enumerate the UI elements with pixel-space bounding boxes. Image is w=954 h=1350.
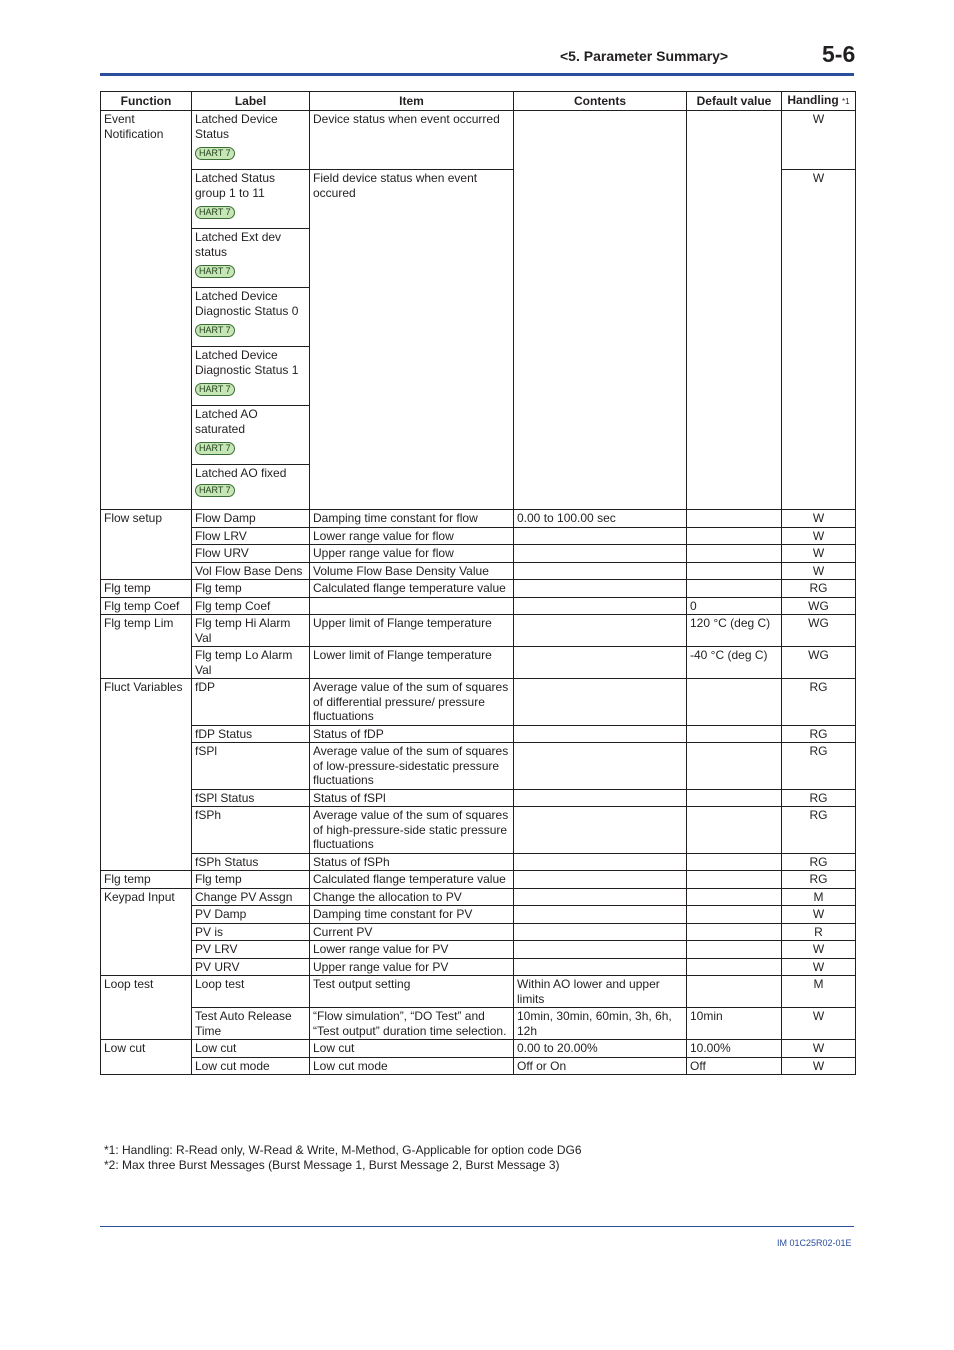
function-cell: Flg temp Coef xyxy=(101,597,192,615)
footnotes xyxy=(104,1143,582,1172)
table-row xyxy=(101,1040,856,1058)
handling-cell: W xyxy=(782,958,856,976)
table-row xyxy=(101,958,856,976)
default-cell: 0 xyxy=(687,597,782,615)
default-cell xyxy=(687,789,782,807)
column-header-handling xyxy=(782,92,856,111)
contents-cell xyxy=(514,853,687,871)
label-cell: PV is xyxy=(192,923,310,941)
default-cell xyxy=(687,941,782,959)
table-row xyxy=(101,725,856,743)
default-cell xyxy=(687,725,782,743)
item-cell: Lower limit of Flange temperature xyxy=(310,647,514,679)
handling-cell: M xyxy=(782,888,856,906)
parameter-table xyxy=(100,91,856,1075)
table-row xyxy=(101,510,856,528)
function-cell: Low cut xyxy=(101,1040,192,1075)
label-cell: fSPh Status xyxy=(192,853,310,871)
default-cell xyxy=(687,527,782,545)
table-row xyxy=(101,871,856,889)
contents-cell: Within AO lower and upper limits xyxy=(514,976,687,1008)
label-cell: fSPl xyxy=(192,743,310,790)
table-row xyxy=(101,807,856,854)
label-cell: Flow LRV xyxy=(192,527,310,545)
default-cell xyxy=(687,111,782,510)
hart7-badge: HART 7 xyxy=(195,324,235,337)
item-cell: Status of fSPh xyxy=(310,853,514,871)
contents-cell xyxy=(514,789,687,807)
default-cell: 10min xyxy=(687,1008,782,1040)
contents-cell xyxy=(514,580,687,598)
default-cell: 10.00% xyxy=(687,1040,782,1058)
contents-cell xyxy=(514,111,687,510)
handling-cell: WG xyxy=(782,597,856,615)
handling-cell: M xyxy=(782,976,856,1008)
table-row xyxy=(101,615,856,647)
label-cell: Flg temp Hi Alarm Val xyxy=(192,615,310,647)
handling-cell: W xyxy=(782,510,856,528)
table-header-row xyxy=(101,92,856,111)
handling-cell: W xyxy=(782,170,856,510)
item-cell: Test output setting xyxy=(310,976,514,1008)
handling-cell: RG xyxy=(782,807,856,854)
column-header-item: Item xyxy=(310,92,514,111)
table-row xyxy=(101,527,856,545)
item-cell: Upper range value for flow xyxy=(310,545,514,563)
handling-cell: W xyxy=(782,1040,856,1058)
label-cell: Loop test xyxy=(192,976,310,1008)
label-cell: Flg temp Lo Alarm Val xyxy=(192,647,310,679)
function-cell: Flg temp xyxy=(101,871,192,889)
label-text: Latched AO saturated xyxy=(195,407,258,436)
contents-cell xyxy=(514,725,687,743)
default-cell xyxy=(687,580,782,598)
item-cell: Damping time constant for PV xyxy=(310,906,514,924)
table-row xyxy=(101,789,856,807)
contents-cell: 10min, 30min, 60min, 3h, 6h, 12h xyxy=(514,1008,687,1040)
item-cell: Device status when event occurred xyxy=(310,111,514,170)
handling-cell: R xyxy=(782,923,856,941)
item-cell: Lower range value for flow xyxy=(310,527,514,545)
default-cell xyxy=(687,976,782,1008)
handling-cell: RG xyxy=(782,725,856,743)
contents-cell xyxy=(514,597,687,615)
handling-cell: RG xyxy=(782,853,856,871)
hart7-badge: HART 7 xyxy=(195,484,235,497)
contents-cell xyxy=(514,545,687,563)
handling-cell: RG xyxy=(782,580,856,598)
handling-cell: W xyxy=(782,527,856,545)
label-cell xyxy=(192,170,310,229)
hart7-badge: HART 7 xyxy=(195,147,235,160)
default-cell xyxy=(687,871,782,889)
handling-cell: RG xyxy=(782,743,856,790)
header-title: <5. Parameter Summary> xyxy=(560,48,729,64)
item-cell: Low cut xyxy=(310,1040,514,1058)
default-cell: Off xyxy=(687,1057,782,1075)
footer-rule xyxy=(100,1226,854,1227)
label-cell: PV URV xyxy=(192,958,310,976)
item-cell: Damping time constant for flow xyxy=(310,510,514,528)
label-cell: Low cut xyxy=(192,1040,310,1058)
default-cell xyxy=(687,807,782,854)
hart7-badge: HART 7 xyxy=(195,265,235,278)
item-cell: Change the allocation to PV xyxy=(310,888,514,906)
label-cell: Change PV Assgn xyxy=(192,888,310,906)
label-cell: fSPl Status xyxy=(192,789,310,807)
contents-cell: Off or On xyxy=(514,1057,687,1075)
function-cell: Flow setup xyxy=(101,510,192,580)
table-row xyxy=(101,976,856,1008)
contents-cell xyxy=(514,923,687,941)
hart7-badge: HART 7 xyxy=(195,442,235,455)
table-row xyxy=(101,580,856,598)
hart7-badge: HART 7 xyxy=(195,383,235,396)
table-row xyxy=(101,888,856,906)
label-cell: fDP Status xyxy=(192,725,310,743)
handling-cell: W xyxy=(782,906,856,924)
contents-cell xyxy=(514,679,687,726)
table-row xyxy=(101,647,856,679)
contents-cell xyxy=(514,958,687,976)
table-row xyxy=(101,1057,856,1075)
label-cell: PV LRV xyxy=(192,941,310,959)
handling-footnote-mark: *1 xyxy=(842,96,850,106)
contents-cell xyxy=(514,871,687,889)
handling-cell: W xyxy=(782,941,856,959)
default-cell xyxy=(687,958,782,976)
handling-cell: W xyxy=(782,1057,856,1075)
handling-cell: RG xyxy=(782,871,856,889)
function-cell: Loop test xyxy=(101,976,192,1040)
table-row xyxy=(101,1008,856,1040)
table-row xyxy=(101,923,856,941)
column-header-contents: Contents xyxy=(514,92,687,111)
footnote: *2: Max three Burst Messages (Burst Message 1, Burst Message 2, Burst Message 3) xyxy=(104,1157,560,1172)
label-cell xyxy=(192,288,310,347)
default-cell xyxy=(687,888,782,906)
item-cell: Average value of the sum of squares of differential pressure/ pressure fluctuations xyxy=(310,679,514,726)
label-cell xyxy=(192,111,310,170)
contents-cell xyxy=(514,807,687,854)
item-cell: “Flow simulation”, “DO Test” and “Test output” duration time selection. xyxy=(310,1008,514,1040)
handling-cell: RG xyxy=(782,679,856,726)
function-cell: Flg temp Lim xyxy=(101,615,192,679)
default-cell xyxy=(687,510,782,528)
label-cell: fDP xyxy=(192,679,310,726)
contents-cell: 0.00 to 20.00% xyxy=(514,1040,687,1058)
item-cell: Upper range value for PV xyxy=(310,958,514,976)
label-cell xyxy=(192,347,310,406)
table-row xyxy=(101,941,856,959)
contents-cell xyxy=(514,941,687,959)
item-cell: Average value of the sum of squares of high-pressure-side static pressure fluctuations xyxy=(310,807,514,854)
handling-cell: W xyxy=(782,545,856,563)
contents-cell xyxy=(514,527,687,545)
label-cell: fSPh xyxy=(192,807,310,854)
label-cell: PV Damp xyxy=(192,906,310,924)
handling-cell: RG xyxy=(782,789,856,807)
table-row xyxy=(101,111,856,170)
label-cell: Flg temp xyxy=(192,580,310,598)
default-cell xyxy=(687,743,782,790)
label-cell: Low cut mode xyxy=(192,1057,310,1075)
label-text: Latched Status group 1 to 11 xyxy=(195,171,276,200)
label-text: Latched Device Diagnostic Status 1 xyxy=(195,348,299,377)
contents-cell xyxy=(514,615,687,647)
function-cell: Flg temp xyxy=(101,580,192,598)
header-rule xyxy=(100,73,854,76)
function-cell: Event Notification xyxy=(101,111,192,510)
label-cell: Vol Flow Base Dens xyxy=(192,562,310,580)
footnote: *1: Handling: R-Read only, W-Read & Write, M-Method, G-Applicable for option code DG6 xyxy=(104,1143,582,1157)
label-text: Latched AO fixed xyxy=(195,466,287,480)
label-cell: Test Auto Release Time xyxy=(192,1008,310,1040)
default-cell xyxy=(687,679,782,726)
contents-cell xyxy=(514,906,687,924)
label-text: Latched Device Status xyxy=(195,112,278,141)
item-cell: Calculated flange temperature value xyxy=(310,580,514,598)
label-cell: Flow URV xyxy=(192,545,310,563)
label-cell: Flow Damp xyxy=(192,510,310,528)
default-cell: -40 °C (deg C) xyxy=(687,647,782,679)
handling-cell: W xyxy=(782,562,856,580)
item-cell: Lower range value for PV xyxy=(310,941,514,959)
default-cell xyxy=(687,562,782,580)
default-cell: 120 °C (deg C) xyxy=(687,615,782,647)
contents-cell: 0.00 to 100.00 sec xyxy=(514,510,687,528)
handling-header-label: Handling xyxy=(787,92,839,107)
item-cell: Average value of the sum of squares of low-pressure-sidestatic pressure fluctuations xyxy=(310,743,514,790)
item-cell: Current PV xyxy=(310,923,514,941)
label-cell xyxy=(192,465,310,510)
contents-cell xyxy=(514,562,687,580)
contents-cell xyxy=(514,743,687,790)
label-cell xyxy=(192,406,310,465)
column-header-function: Function xyxy=(101,92,192,111)
document-id: IM 01C25R02-01E xyxy=(777,1238,852,1248)
label-cell: Flg temp Coef xyxy=(192,597,310,615)
default-cell xyxy=(687,906,782,924)
column-header-label: Label xyxy=(192,92,310,111)
item-cell: Field device status when event occured xyxy=(310,170,514,510)
item-cell: Upper limit of Flange temperature xyxy=(310,615,514,647)
handling-cell: WG xyxy=(782,615,856,647)
page-number: 5-6 xyxy=(822,41,856,67)
contents-cell xyxy=(514,888,687,906)
handling-cell: WG xyxy=(782,647,856,679)
default-cell xyxy=(687,923,782,941)
table-row xyxy=(101,597,856,615)
item-cell: Status of fDP xyxy=(310,725,514,743)
default-cell xyxy=(687,853,782,871)
column-header-default-value: Default value xyxy=(687,92,782,111)
table-row xyxy=(101,562,856,580)
handling-cell: W xyxy=(782,1008,856,1040)
table-row xyxy=(101,743,856,790)
label-cell: Flg temp xyxy=(192,871,310,889)
table-row xyxy=(101,545,856,563)
hart7-badge: HART 7 xyxy=(195,206,235,219)
function-cell: Keypad Input xyxy=(101,888,192,976)
item-cell: Status of fSPl xyxy=(310,789,514,807)
table-row xyxy=(101,906,856,924)
handling-cell: W xyxy=(782,111,856,170)
default-cell xyxy=(687,545,782,563)
function-cell: Fluct Variables xyxy=(101,679,192,871)
label-text: Latched Ext dev status xyxy=(195,230,282,259)
contents-cell xyxy=(514,647,687,679)
item-cell xyxy=(310,597,514,615)
item-cell: Low cut mode xyxy=(310,1057,514,1075)
label-cell xyxy=(192,229,310,288)
item-cell: Calculated flange temperature value xyxy=(310,871,514,889)
table-row xyxy=(101,853,856,871)
item-cell: Volume Flow Base Density Value xyxy=(310,562,514,580)
label-text: Latched Device Diagnostic Status 0 xyxy=(195,289,299,318)
table-row xyxy=(101,679,856,726)
